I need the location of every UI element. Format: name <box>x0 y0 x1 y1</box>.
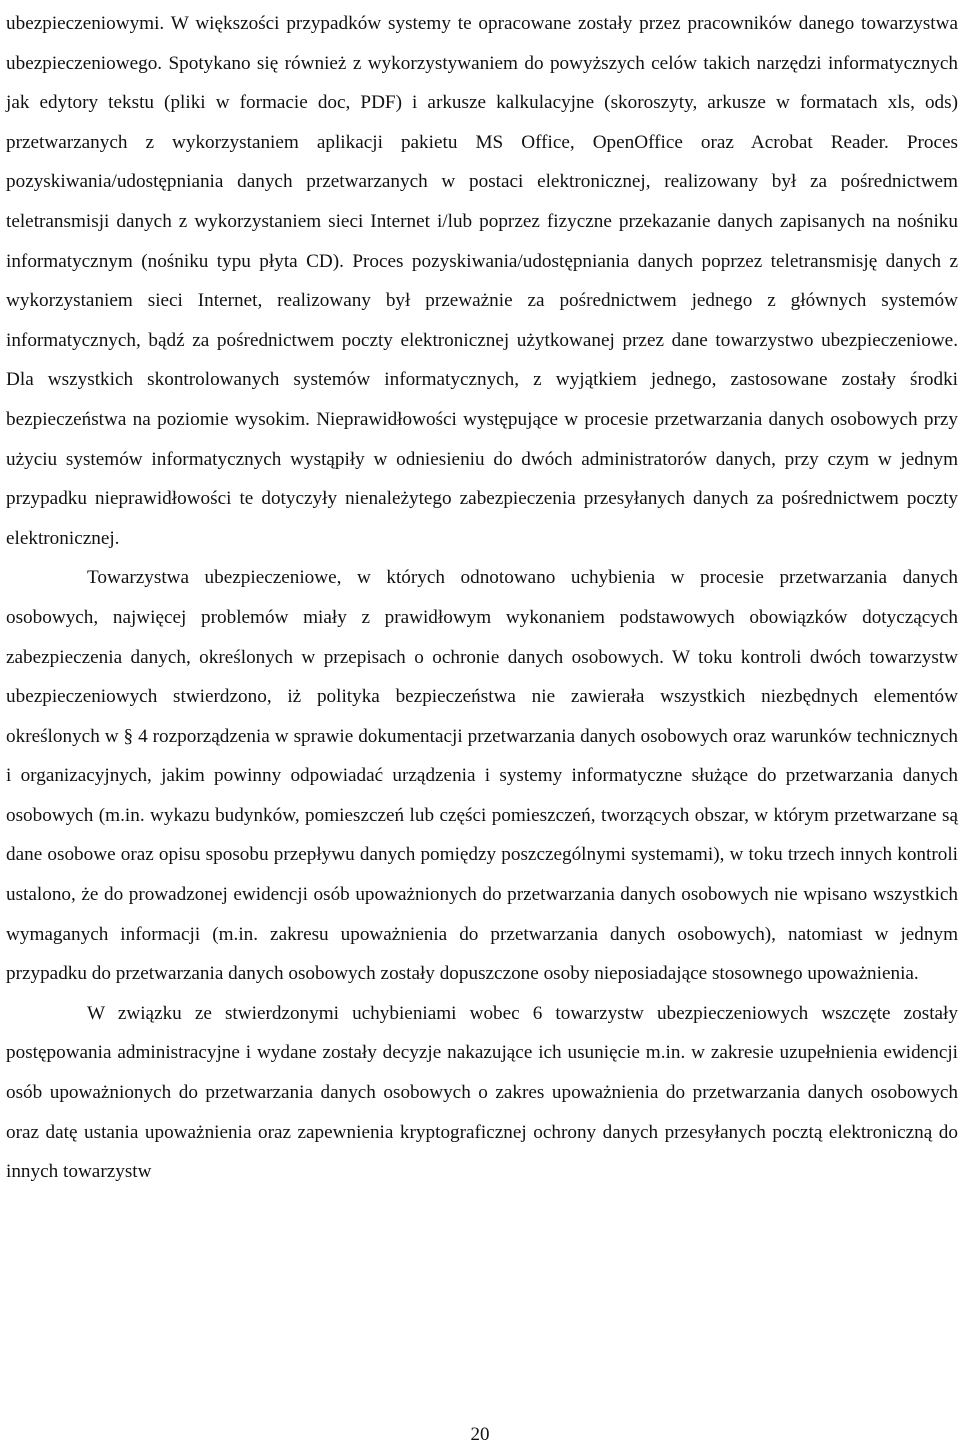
paragraph-3: W związku ze stwierdzonymi uchybieniami wobec 6 towarzystw ubezpieczeniowych wszczęte zostały postępowania administracyjne i wydane zostały decyzje nakazujące ich usunięcie m.in. w zakresie uzupełnienia ewidencji osób upoważnionych do przetwarzania danych osobowych o zakres upoważnienia do przetwarzania danych osobowych oraz datę ustania upoważnienia oraz zapewnienia kryptograficznej ochrony danych przesyłanych pocztą elektroniczną do innych towarzystw <box>6 1002 958 1183</box>
paragraph-1: ubezpieczeniowymi. W większości przypadków systemy te opracowane zostały przez pracowników danego towarzystwa ubezpieczeniowego. Spotykano się również z wykorzystywaniem do powyższych celów takich narzędzi informatycznych jak edytory tekstu (pliki w formacie doc, PDF) i arkusze kalkulacyjne (skoroszyty, arkusze w formatach xls, ods) przetwarzanych z wykorzystaniem aplikacji pakietu MS Office, OpenOffice oraz Acrobat Reader. Proces pozyskiwania/udostępniania danych przetwarzanych w postaci elektronicznej, realizowany był za pośrednictwem teletransmisji danych z wykorzystaniem sieci Internet i/lub poprzez fizyczne przekazanie danych zapisanych na nośniku informatycznym (nośniku typu płyta CD). Proces pozyskiwania/udostępniania danych poprzez teletransmisję danych z wykorzystaniem sieci Internet, realizowany był przeważnie za pośrednictwem jednego z głównych systemów informatycznych, bądź za pośrednictwem poczty elektronicznej użytkowanej przez dane towarzystwo ubezpieczeniowe. Dla wszystkich skontrolowanych systemów informatycznych, z wyjątkiem jednego, zastosowane zostały środki bezpieczeństwa na poziomie wysokim. Nieprawidłowości występujące w procesie przetwarzania danych osobowych przy użyciu systemów informatycznych wystąpiły w odniesieniu do dwóch administratorów danych, przy czym w jednym przypadku nieprawidłowości te dotyczyły nienależytego zabezpieczenia przesyłanych danych za pośrednictwem poczty elektronicznej. <box>6 13 958 549</box>
paragraph-2: Towarzystwa ubezpieczeniowe, w których odnotowano uchybienia w procesie przetwarzania danych osobowych, najwięcej problemów miały z prawidłowym wykonaniem podstawowych obowiązków dotyczących zabezpieczenia danych, określonych w przepisach o ochronie danych osobowych. W toku kontroli dwóch towarzystw ubezpieczeniowych stwierdzono, iż polityka bezpieczeństwa nie zawierała wszystkich niezbędnych elementów określonych w § 4 rozporządzenia w sprawie dokumentacji przetwarzania danych osobowych oraz warunków technicznych i organizacyjnych, jakim powinny odpowiadać urządzenia i systemy informatyczne służące do przetwarzania danych osobowych (m.in. wykazu budynków, pomieszczeń lub części pomieszczeń, tworzących obszar, w którym przetwarzane są dane osobowe oraz opisu sposobu przepływu danych pomiędzy poszczególnymi systemami), w toku trzech innych kontroli ustalono, że do prowadzonej ewidencji osób upoważnionych do przetwarzania danych osobowych nie wpisano wszystkich wymaganych informacji (m.in. zakresu upoważnienia do przetwarzania danych osobowych), natomiast w jednym przypadku do przetwarzania danych osobowych zostały dopuszczone osoby nieposiadające stosownego upoważnienia. <box>6 567 958 985</box>
page-number: 20 <box>470 1424 490 1445</box>
